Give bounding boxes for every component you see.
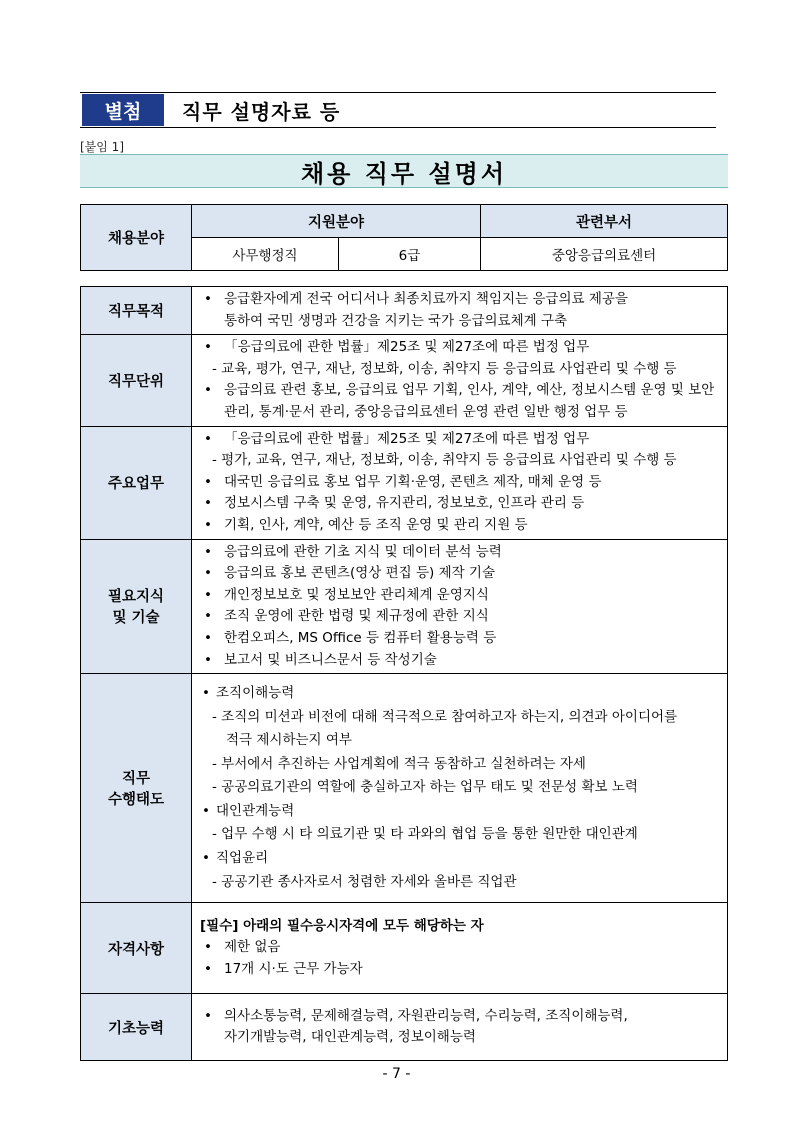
purpose-content: [192, 287, 728, 335]
skills-label-line-1: 필요지식: [107, 589, 165, 606]
qualification-label: 자격사항: [81, 903, 192, 994]
skills-content: [192, 539, 728, 674]
sub-item: - 공공의료기관의 역할에 충실하고자 하는 업무 태도 및 전문성 확보 노력: [212, 779, 638, 796]
bullet-icon: •: [202, 684, 210, 701]
list-item: • 응급의료에 관한 기초 지식 및 데이터 분석 능력: [200, 542, 719, 564]
list-item: • 대인관계능력: [200, 800, 719, 824]
bullet-icon: •: [204, 339, 212, 356]
table-row: [81, 994, 728, 1061]
table-row: [81, 205, 728, 238]
bullet-icon: •: [204, 430, 212, 447]
duties-label: 주요업무: [81, 426, 192, 539]
document-title-bar: [80, 154, 728, 188]
bullet-icon: •: [204, 1007, 212, 1024]
table-row: [81, 426, 728, 539]
list-item: • 직업윤리: [200, 847, 719, 871]
header-bottom-rule: [80, 127, 716, 128]
list-item: • 조직이해능력: [200, 682, 719, 706]
purpose-label: 직무목적: [81, 287, 192, 335]
list-item-continuation: 통하여 국민 생명과 건강을 지키는 국가 응급의료체계 구축: [224, 312, 568, 329]
list-item: • 기획, 인사, 계약, 예산 등 조직 운영 및 관리 지원 등: [200, 515, 719, 537]
list-item: • 정보시스템 구축 및 운영, 유지관리, 정보보호, 인프라 관리 등: [200, 493, 719, 515]
bullet-icon: •: [204, 629, 212, 646]
skills-label-line-2: 및 기술: [112, 610, 160, 627]
qualification-content: [192, 903, 728, 994]
sub-item: - 업무 수행 시 타 의료기관 및 타 과와의 협업 등을 통한 원만한 대인관계: [212, 826, 638, 843]
page-number: - 7 -: [382, 1066, 411, 1082]
list-item-continuation: 관리, 통계·문서 관리, 중앙응급의료센터 운영 관련 일반 행정 업무 등: [224, 403, 628, 420]
bullet-icon: •: [202, 850, 210, 867]
bullet-icon: •: [204, 473, 212, 490]
list-item: • 「응급의료에 관한 법률」제25조 및 제27조에 따른 법정 업무: [200, 337, 719, 359]
list-item: • 보고서 및 비즈니스문서 등 작성기술: [200, 650, 719, 672]
attitude-label-line-1: 직무: [121, 771, 150, 788]
sub-item: - 공공기관 종사자로서 청렴한 자세와 올바른 직업관: [212, 873, 517, 890]
table-row: [81, 335, 728, 426]
attitude-content: [192, 674, 728, 903]
document-title: 채용 직무 설명서: [301, 159, 507, 188]
table-row: [81, 674, 728, 903]
list-item: • 의사소통능력, 문제해결능력, 자원관리능력, 수리능력, 조직이해능력,: [200, 1006, 719, 1028]
sub-item: - 평가, 교육, 연구, 재난, 정보화, 이송, 취약지 등 응급의료 사업관리 및 수행 등: [212, 452, 677, 469]
table-row: [81, 539, 728, 674]
sub-item: - 조직의 미션과 비전에 대해 적극적으로 참여하고자 하는지, 의견과 아이디어를: [212, 708, 678, 725]
bullet-icon: •: [204, 960, 212, 977]
bullet-icon: •: [204, 382, 212, 399]
table-row: [81, 903, 728, 994]
list-item: • 제한 없음: [200, 937, 719, 959]
list-item: • 조직 운영에 관한 법령 및 제규정에 관한 지식: [200, 606, 719, 628]
list-item: • 응급의료 관련 홍보, 응급의료 업무 기획, 인사, 계약, 예산, 정보시스템 운영 및 보안: [200, 380, 719, 402]
bullet-icon: •: [204, 516, 212, 533]
list-item: • 응급환자에게 전국 어디서나 최종치료까지 책임지는 응급의료 제공을: [200, 289, 719, 311]
list-item: • 17개 시·도 근무 가능자: [200, 959, 719, 981]
bullet-icon: •: [204, 495, 212, 512]
basic-ability-label: 기초능력: [81, 994, 192, 1061]
bullet-icon: •: [204, 291, 212, 307]
bullet-icon: •: [204, 651, 212, 668]
unit-content: [192, 335, 728, 426]
list-item: • 「응급의료에 관한 법률」제25조 및 제27조에 따른 법정 업무: [200, 429, 719, 451]
bullet-icon: •: [204, 543, 212, 560]
sub-item-continuation: 적극 제시하는지 여부: [226, 732, 352, 749]
list-item: • 개인정보보호 및 정보보안 관리체계 운영지식: [200, 585, 719, 607]
table-row: [81, 287, 728, 335]
section-title: 직무 설명자료 등: [182, 99, 341, 124]
sub-item: - 부서에서 추진하는 사업계획에 적극 동참하고 실천하려는 자세: [212, 755, 586, 772]
list-item-continuation: 자기개발능력, 대인관계능력, 정보이해능력: [224, 1029, 476, 1046]
job-field-cell: 사무행정직: [192, 238, 339, 271]
list-item: • 대국민 응급의료 홍보 업무 기획·운영, 콘텐츠 제작, 매체 운영 등: [200, 472, 719, 494]
qualification-lead: [필수] 아래의 필수응시자격에 모두 해당하는 자: [200, 917, 484, 934]
duties-content: [192, 426, 728, 539]
attitude-label: [81, 674, 192, 903]
appendix-badge: 별첨: [82, 94, 164, 126]
skills-label: [81, 539, 192, 674]
bullet-icon: •: [204, 939, 212, 956]
attachment-label: [붙임 1]: [80, 140, 124, 154]
grade-cell: 6급: [339, 238, 481, 271]
job-description-table: [80, 286, 728, 1061]
recruitment-table: [80, 204, 728, 271]
support-field-header: 지원분야: [192, 205, 481, 238]
basic-ability-content: [192, 994, 728, 1061]
list-item: • 한컴오피스, MS Office 등 컴퓨터 활용능력 등: [200, 628, 719, 650]
related-dept-header: 관련부서: [481, 205, 728, 238]
bullet-icon: •: [204, 586, 212, 603]
bullet-icon: •: [202, 802, 210, 819]
bullet-icon: •: [204, 608, 212, 625]
department-cell: 중앙응급의료센터: [481, 238, 728, 271]
bullet-icon: •: [204, 565, 212, 582]
sub-item: - 교육, 평가, 연구, 재난, 정보화, 이송, 취약지 등 응급의료 사업관리 및 수행 등: [212, 360, 677, 377]
header-top-rule: [80, 92, 716, 93]
unit-label: 직무단위: [81, 335, 192, 426]
attitude-label-line-2: 수행태도: [107, 792, 165, 809]
recruit-field-label: 채용분야: [81, 205, 192, 271]
section-header: [80, 92, 716, 128]
list-item: • 응급의료 홍보 콘텐츠(영상 편집 등) 제작 기술: [200, 563, 719, 585]
